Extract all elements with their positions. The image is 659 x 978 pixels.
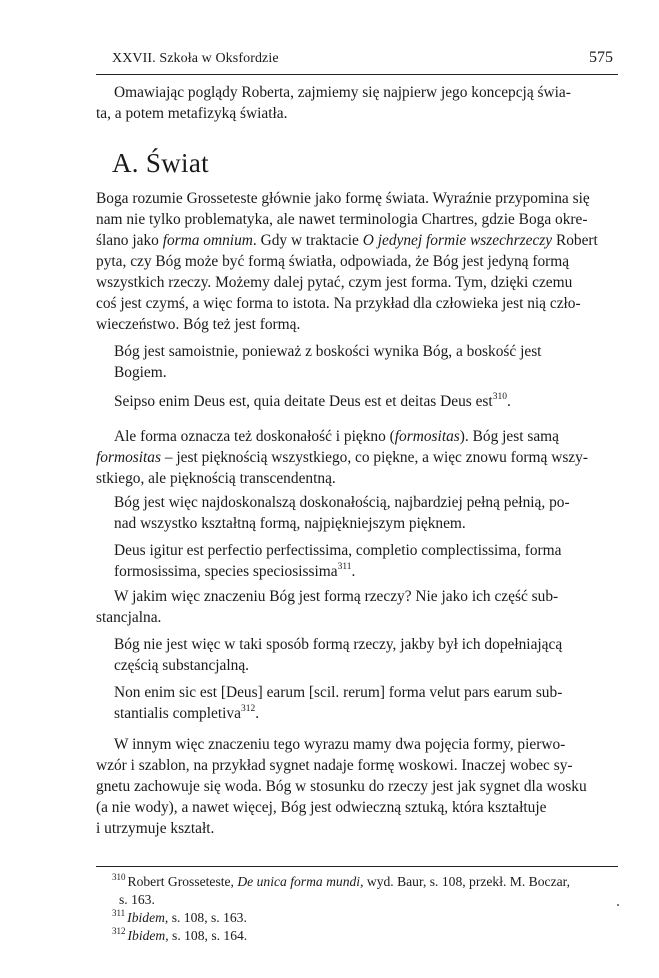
text-run: Robert bbox=[552, 232, 598, 249]
text-run: formosissima, species speciosissima bbox=[114, 563, 338, 580]
chapter-title: XXVII. Szkoła w Oksfordzie bbox=[112, 51, 279, 66]
text-line: Non enim sic est [Deus] earum [scil. rerum] forma velut pars earum sub- bbox=[114, 684, 563, 701]
quote-polish-2 bbox=[114, 492, 615, 534]
text-line: Bóg jest więc najdoskonalszą doskonałością, najbardziej pełną pełnią, po- bbox=[114, 494, 570, 511]
text-line: W innym więc znaczeniu tego wyrazu mamy dwa pojęcia formy, pierwo- bbox=[114, 736, 566, 753]
text-line: Deus igitur est perfectio perfectissima, completio complectissima, forma bbox=[114, 542, 562, 559]
intro-line: ta, a potem metafizyką światła. bbox=[96, 105, 288, 122]
text-line: częścią substancjalną. bbox=[114, 657, 250, 674]
text-line: Bogiem. bbox=[114, 364, 167, 381]
text-line: i utrzymuje kształt. bbox=[96, 820, 215, 837]
footnote-continuation: s. 163. bbox=[119, 892, 155, 907]
text-run: ). Bóg jest samą bbox=[459, 428, 559, 445]
section-heading: A. Świat bbox=[112, 148, 209, 178]
text-line: nad wszystko kształtną formą, najpiękniejszym pięknem. bbox=[114, 515, 466, 532]
footnote-311 bbox=[112, 909, 612, 927]
latin-term: forma omnium bbox=[162, 232, 253, 249]
quote-polish-1 bbox=[114, 341, 615, 383]
text-line: Boga rozumie Grosseteste głównie jako formę świata. Wyraźnie przypomina się bbox=[96, 190, 590, 207]
text-line: W jakim więc znaczeniu Bóg jest formą rzeczy? Nie jako ich część sub- bbox=[114, 588, 559, 605]
text-line: wieczeństwo. Bóg też jest formą. bbox=[96, 316, 301, 333]
footnote-312 bbox=[112, 927, 612, 945]
text-line: gnetu zachowuje się woda. Bóg w stosunku do rzeczy jest jak sygnet dla wosku bbox=[96, 778, 587, 795]
text-line: (a nie wody), a nawet więcej, Bóg jest odwieczną sztuką, która kształtuje bbox=[96, 799, 547, 816]
text-run: – jest pięknością wszystkiego, co piękne, a więc znowu formą wszy- bbox=[161, 449, 588, 466]
text-run: . bbox=[255, 705, 260, 722]
quote-latin-2 bbox=[114, 540, 615, 582]
text-line bbox=[96, 447, 588, 468]
text-line: stkiego, ale pięknością transcendentną. bbox=[96, 470, 336, 487]
latin-term: formositas bbox=[394, 428, 460, 445]
footnote-number: 311 bbox=[112, 908, 126, 919]
quote-latin-1 bbox=[114, 391, 615, 412]
intro-line: Omawiając poglądy Roberta, zajmiemy się najpierw jego koncepcją świa- bbox=[114, 84, 571, 101]
footnote-number: 312 bbox=[112, 926, 126, 937]
footnote-text: , wyd. Baur, s. 108, przekł. M. Boczar, bbox=[360, 874, 571, 889]
footnote-rule bbox=[96, 866, 618, 867]
text-line bbox=[114, 563, 355, 580]
latin-term: formositas bbox=[96, 449, 161, 466]
intro-paragraph bbox=[96, 82, 614, 124]
text-line: wszystkich rzeczy. Możemy dalej pytać, czym jest forma. Tym, dzięki czemu bbox=[96, 274, 573, 291]
text-line bbox=[114, 705, 259, 722]
text-line bbox=[114, 428, 559, 445]
footnote-text: , s. 108, s. 164. bbox=[165, 928, 248, 943]
page-number: 575 bbox=[589, 49, 613, 66]
footnote-ibidem: Ibidem bbox=[127, 910, 165, 925]
text-line: nam nie tylko problematyka, ale nawet terminologia Chartres, gdzie Boga okre- bbox=[96, 211, 588, 228]
paragraph-3 bbox=[96, 586, 614, 628]
text-line: stancjalna. bbox=[96, 609, 162, 626]
text-line: pyta, czy Bóg może być formą światła, odpowiada, że Bóg jest jedyną formą bbox=[96, 253, 570, 270]
text-line: Bóg jest samoistnie, ponieważ z boskości wynika Bóg, a boskość jest bbox=[114, 343, 542, 360]
paragraph-4 bbox=[96, 734, 614, 839]
footnote-text: , s. 108, s. 163. bbox=[164, 910, 247, 925]
treatise-title: O jedynej formie wszechrzeczy bbox=[362, 232, 553, 249]
paragraph-1 bbox=[96, 188, 614, 335]
text-run: stantialis completiva bbox=[114, 705, 241, 722]
footnote-ref[interactable]: 311 bbox=[337, 561, 352, 572]
text-run: . Gdy w traktacie bbox=[252, 232, 363, 249]
text-run: . bbox=[506, 393, 511, 410]
quote-latin-3 bbox=[114, 682, 615, 724]
footnote-title: De unica forma mundi bbox=[237, 874, 361, 889]
text-run: . bbox=[351, 563, 356, 580]
footnote-ref[interactable]: 310 bbox=[492, 391, 507, 402]
text-line: Bóg nie jest więc w taki sposób formą rzeczy, jakby był ich dopełniającą bbox=[114, 636, 563, 653]
scan-speck bbox=[617, 904, 619, 906]
running-header bbox=[112, 48, 613, 70]
text-line bbox=[96, 232, 598, 249]
footnote-ref[interactable]: 312 bbox=[240, 703, 256, 714]
text-run: ślano jako bbox=[96, 232, 163, 249]
footnote-ibidem: Ibidem bbox=[127, 928, 166, 943]
text-line: Seipso enim Deus est, quia deitate Deus est et deitas Deus est bbox=[114, 393, 493, 410]
paragraph-2 bbox=[96, 426, 614, 489]
footnote-number: 310 bbox=[112, 872, 126, 883]
text-line: wzór i szablon, na przykład sygnet nadaje formę woskowi. Inaczej wobec sy- bbox=[96, 757, 573, 774]
header-rule bbox=[96, 74, 618, 75]
footnote-author: Robert Grosseteste, bbox=[127, 874, 238, 889]
text-line: coś jest czymś, a więc forma to istota. Na przykład dla człowieka jest nią czło- bbox=[96, 295, 581, 312]
footnote-310 bbox=[112, 873, 612, 909]
quote-polish-3 bbox=[114, 634, 615, 676]
text-run: Ale forma oznacza też doskonałość i piękno ( bbox=[114, 428, 395, 445]
